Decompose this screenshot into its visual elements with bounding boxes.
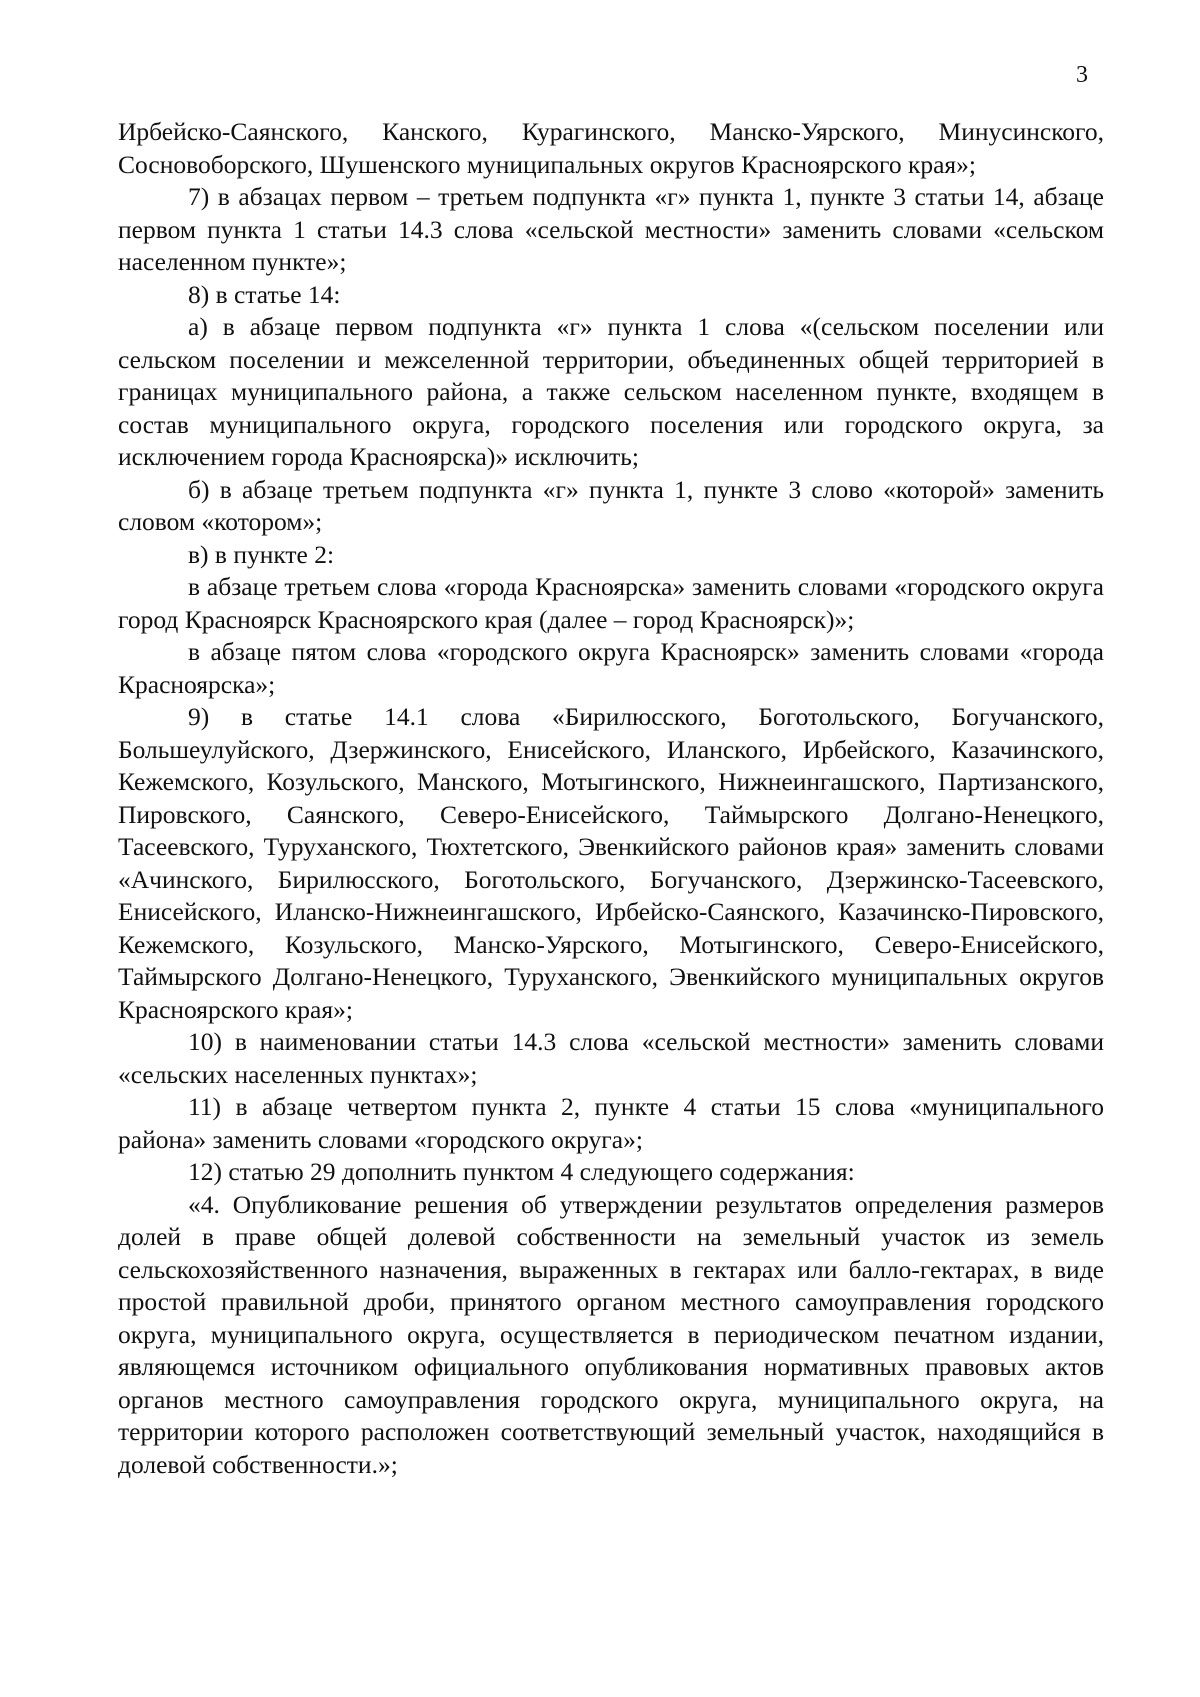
paragraph-item-8: 8) в статье 14:: [188, 279, 341, 309]
document-body: [118, 116, 1104, 1481]
paragraph-subitem-v-clause-3: в абзаце третьем слова «города Красноярска» заменить словами «городского округа город Красноярск Красноярского края (далее – город Красноярск)»;: [118, 572, 1104, 634]
paragraph-subitem-v: в) в пункте 2:: [188, 539, 335, 569]
paragraph-subitem-b: б) в абзаце третьем подпункта «г» пункта 1, пункте 3 слово «которой» заменить словом «котором»;: [118, 474, 1104, 536]
paragraph-item-11: 11) в абзаце четвертом пункта 2, пункте 4 статьи 15 слова «муниципального района» заменить словами «городского округа»;: [118, 1092, 1104, 1154]
paragraph-subitem-v-clause-5: в абзаце пятом слова «городского округа Красноярск» заменить словами «города Красноярска»;: [118, 637, 1104, 699]
paragraph-subitem-a: а) в абзаце первом подпункта «г» пункта 1 слова «(сельском поселении или сельском поселении и межселенной территории, объединенных общей территорией в границах муниципального района, а также сельском населенном пункте, входящем в состав муниципального округа, городского поселения или городского округа, за исключением города Красноярска)» исключить;: [118, 312, 1104, 471]
paragraph-new-clause-4: «4. Опубликование решения об утверждении результатов определения размеров долей в праве общей долевой собственности на земельный участок из земель сельскохозяйственного назначения, выраженных в гектарах или балло-гектарах, в виде простой правильной дроби, принятого органом местного самоуправления городского округа, муниципального округа, осуществляется в периодическом печатном издании, являющемся источником официального опубликования нормативных правовых актов органов местного самоуправления городского округа, муниципального округа, на территории которого расположен соответствующий земельный участок, находящийся в долевой собственности.»;: [118, 1189, 1104, 1479]
page-number: 3: [1076, 62, 1088, 88]
paragraph-continuation: Ирбейско-Саянского, Канского, Курагинского, Манско-Уярского, Минусинского, Сосновоборского, Шушенского муниципальных округов Красноярского края»;: [118, 117, 1104, 179]
paragraph-item-12: 12) статью 29 дополнить пунктом 4 следующего содержания:: [188, 1157, 855, 1186]
paragraph-item-9: 9) в статье 14.1 слова «Бирилюсского, Боготольского, Богучанского, Большеулуйского, Дзержинского, Енисейского, Иланского, Ирбейского, Казачинского, Кежемского, Козульского, Манского, Мотыгинского, Нижнеингашского, Партизанского, Пировского, Саянского, Северо-Енисейского, Таймырского Долгано-Ненецкого, Тасеевского, Туруханского, Тюхтетского, Эвенкийского районов края» заменить словами «Ачинского, Бирилюсского, Боготольского, Богучанского, Дзержинско-Тасеевского, Енисейского, Иланско-Нижнеингашского, Ирбейско-Саянского, Казачинско-Пировского, Кежемского, Козульского, Манско-Уярского, Мотыгинского, Северо-Енисейского, Таймырского Долгано-Ненецкого, Туруханского, Эвенкийского муниципальных округов Красноярского края»;: [118, 702, 1104, 1024]
paragraph-item-7: 7) в абзацах первом – третьем подпункта «г» пункта 1, пункте 3 статьи 14, абзаце первом пункта 1 статьи 14.3 слова «сельской местности» заменить словами «сельском населенном пункте»;: [118, 182, 1104, 276]
paragraph-item-10: 10) в наименовании статьи 14.3 слова «сельской местности» заменить словами «сельских населенных пунктах»;: [118, 1027, 1104, 1089]
